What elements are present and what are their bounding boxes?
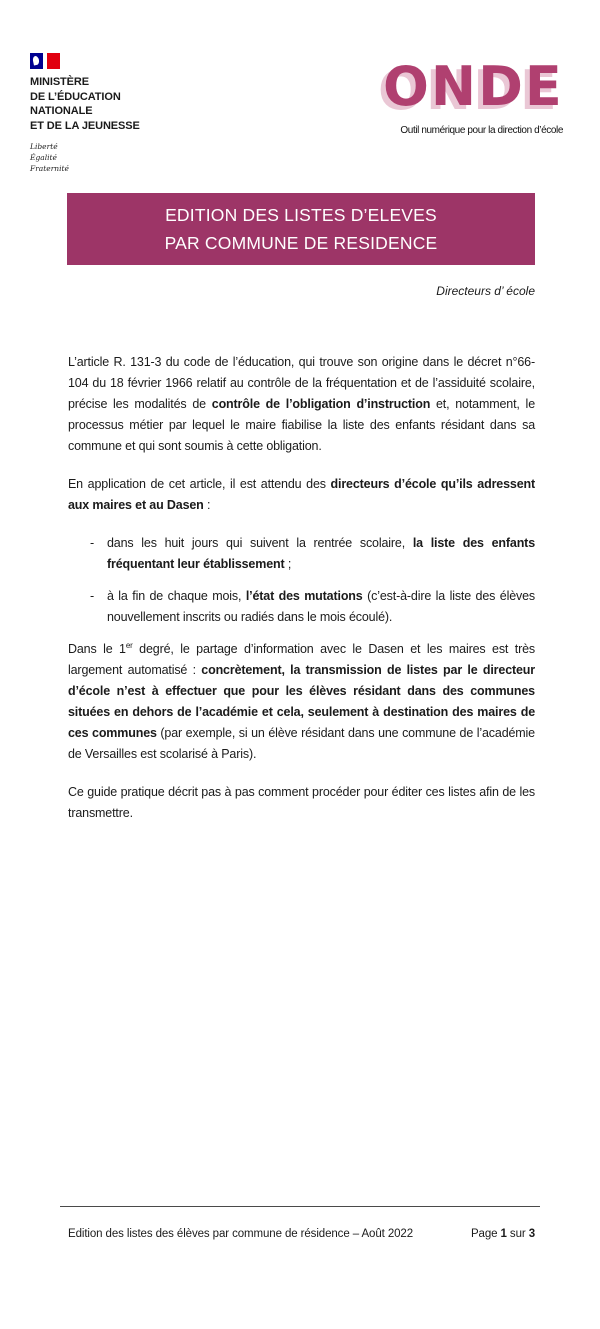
french-flag-icon: [30, 53, 60, 69]
bullet-text: à la fin de chaque mois, l’état des mutations (c’est-à-dire la liste des élèves nouvellement inscrits ou radiés dans le mois écoulé).: [107, 589, 535, 624]
ministry-name-line: DE L’ÉDUCATION: [30, 90, 121, 103]
onde-logo: ONDE: [383, 55, 564, 118]
paragraph-guide: Ce guide pratique décrit pas à pas comment procéder pour éditer ces listes afin de les transmettre.: [68, 785, 535, 820]
page-footer: [68, 1228, 535, 1240]
ministry-name-line: MINISTÈRE: [30, 76, 89, 88]
motto-line: Liberté: [30, 142, 58, 151]
flag-blue-stripe: [30, 53, 43, 69]
paragraph-intro: L’article R. 131-3 du code de l’éducation, qui trouve son origine dans le décret n°66-104 du 18 février 1966 relatif au contrôle de la fréquentation et de l’assiduité scolaire, précise les modalités de contrôle de l’obligation d’instruction et, notamment, le processus métier par lequel le maire fiabilise la liste des enfants résidant dans sa commune et qui sont soumis à cette obligation.: [68, 355, 535, 453]
bullet-text: dans les huit jours qui suivent la rentrée scolaire, la liste des enfants fréquentant leur établissement ;: [107, 536, 535, 571]
footer-divider: [60, 1206, 540, 1207]
bullet-marker: -: [90, 589, 95, 603]
bullet-list: [68, 533, 535, 628]
republic-motto: [30, 141, 140, 174]
ministry-name-line: NATIONALE: [30, 105, 93, 117]
paragraph-application: En application de cet article, il est attendu des directeurs d’école qu’ils adressent aux maires et au Dasen :: [68, 477, 535, 512]
paragraph-premier-degre: Dans le 1er degré, le partage d’information avec le Dasen et les maires est très largement automatisé : concrètement, la transmission de listes par le directeur d’école n’est à effectuer que pour les élèves résidant dans des communes situées en dehors de l’académie et cela, seulement à destination des maires de ces communes (par exemple, si un élève résidant dans une commune de l’académie de Versailles est scolarisé à Paris).: [68, 640, 536, 761]
motto-line: Fraternité: [30, 164, 69, 173]
motto-line: Égalité: [30, 153, 57, 162]
flag-red-stripe: [47, 53, 60, 69]
list-item: [68, 586, 535, 628]
footer-page-number: Page 1 sur 3: [470, 1228, 535, 1240]
list-item: [68, 533, 535, 575]
footer-document-title: Edition des listes des élèves par commune de résidence – Août 2022: [68, 1228, 414, 1240]
onde-tagline: Outil numérique pour la direction d’école: [400, 125, 563, 136]
ministry-logo-block: [30, 53, 140, 174]
bullet-marker: -: [90, 536, 95, 550]
document-body: [68, 352, 535, 841]
onde-logo-block: [383, 55, 564, 136]
title-banner: [67, 193, 535, 265]
title-line-2: PAR COMMUNE DE RESIDENCE: [164, 232, 438, 253]
audience-subtitle: Directeurs d’ école: [436, 284, 535, 298]
title-line-1: EDITION DES LISTES D’ELEVES: [165, 204, 437, 225]
ministry-name: [30, 75, 140, 133]
ministry-name-line: ET DE LA JEUNESSE: [30, 119, 140, 132]
